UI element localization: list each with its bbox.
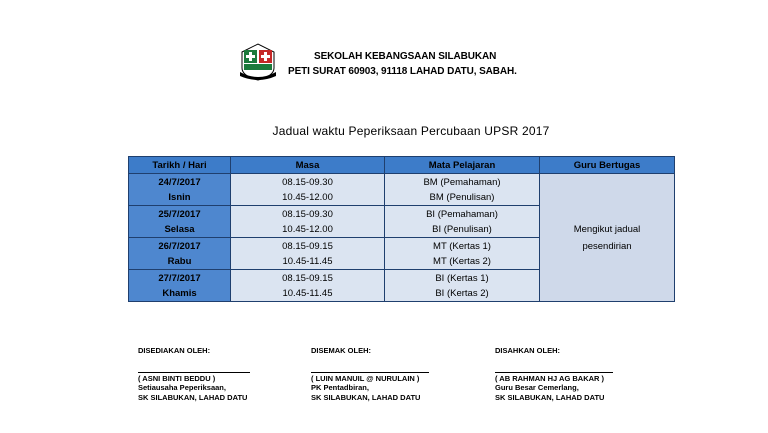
subject: BI (Kertas 2) [435, 287, 489, 299]
school-name: SEKOLAH KEBANGSAAN SILABUKAN [314, 51, 497, 62]
signature-label: DISAHKAN OLEH: [495, 346, 560, 355]
school-crest-icon [240, 42, 276, 82]
subject-cell [385, 206, 540, 238]
subject: BM (Penulisan) [429, 191, 495, 203]
date-day-cell [129, 270, 231, 302]
teacher-cell [540, 174, 675, 302]
date-day-cell [129, 206, 231, 238]
header-subject: Mata Pelajaran [385, 157, 540, 174]
date: 26/7/2017 [158, 240, 201, 252]
signature-line [311, 372, 429, 373]
time-slot: 08.15-09.15 [282, 272, 333, 284]
letterhead [240, 42, 540, 82]
signatory-role: Setiausaha Peperiksaan, [138, 383, 226, 392]
header-time: Masa [231, 157, 385, 174]
signatory-school: SK SILABUKAN, LAHAD DATU [311, 393, 421, 402]
school-address: PETI SURAT 60903, 91118 LAHAD DATU, SABAH. [288, 66, 517, 77]
teacher-note: pesendirian [582, 240, 632, 252]
time-slot: 10.45-11.45 [282, 287, 333, 299]
signature-checked-by [311, 346, 429, 403]
signatory-role: PK Pentadbiran, [311, 383, 369, 392]
day: Selasa [164, 223, 195, 235]
subject: BI (Penulisan) [432, 223, 492, 235]
subject: BM (Pemahaman) [423, 176, 501, 188]
header-date-day: Tarikh / Hari [129, 157, 231, 174]
header-teacher: Guru Bertugas [540, 157, 675, 174]
signatory-name: ( LUIN MANUIL @ NURULAIN ) [311, 374, 420, 383]
teacher-note: Mengikut jadual [573, 223, 641, 235]
subject-cell [385, 270, 540, 302]
time-cell [231, 206, 385, 238]
date: 25/7/2017 [158, 208, 201, 220]
subject: MT (Kertas 1) [433, 240, 491, 252]
subject: BI (Kertas 1) [435, 272, 489, 284]
time-cell [231, 238, 385, 270]
day: Rabu [167, 255, 192, 267]
day: Khamis [162, 287, 197, 299]
signature-prepared-by [138, 346, 250, 403]
signatory-school: SK SILABUKAN, LAHAD DATU [495, 393, 605, 402]
signature-line [495, 372, 613, 373]
time-slot: 10.45-12.00 [282, 191, 333, 203]
signature-line [138, 372, 250, 373]
time-slot: 08.15-09.30 [282, 208, 333, 220]
day: Isnin [168, 191, 191, 203]
time-cell [231, 174, 385, 206]
document-title: Jadual waktu Peperiksaan Percubaan UPSR 2017 [272, 124, 550, 138]
signatory-role: Guru Besar Cemerlang, [495, 383, 579, 392]
subject-cell [385, 238, 540, 270]
subject-cell [385, 174, 540, 206]
signatory-name: ( AB RAHMAN HJ AG BAKAR ) [495, 374, 605, 383]
subject: MT (Kertas 2) [433, 255, 491, 267]
table-header-row [129, 157, 675, 174]
time-slot: 08.15-09.15 [282, 240, 333, 252]
date: 27/7/2017 [158, 272, 201, 284]
signature-approved-by [495, 346, 613, 403]
time-slot: 10.45-11.45 [282, 255, 333, 267]
signatory-school: SK SILABUKAN, LAHAD DATU [138, 393, 248, 402]
signatory-name: ( ASNI BINTI BEDDU ) [138, 374, 216, 383]
signature-label: DISEDIAKAN OLEH: [138, 346, 211, 355]
exam-schedule-table [128, 156, 675, 302]
subject: BI (Pemahaman) [426, 208, 498, 220]
signature-label: DISEMAK OLEH: [311, 346, 371, 355]
date-day-cell [129, 238, 231, 270]
date-day-cell [129, 174, 231, 206]
table-row [129, 174, 675, 206]
time-cell [231, 270, 385, 302]
time-slot: 10.45-12.00 [282, 223, 333, 235]
date: 24/7/2017 [158, 176, 201, 188]
time-slot: 08.15-09.30 [282, 176, 333, 188]
